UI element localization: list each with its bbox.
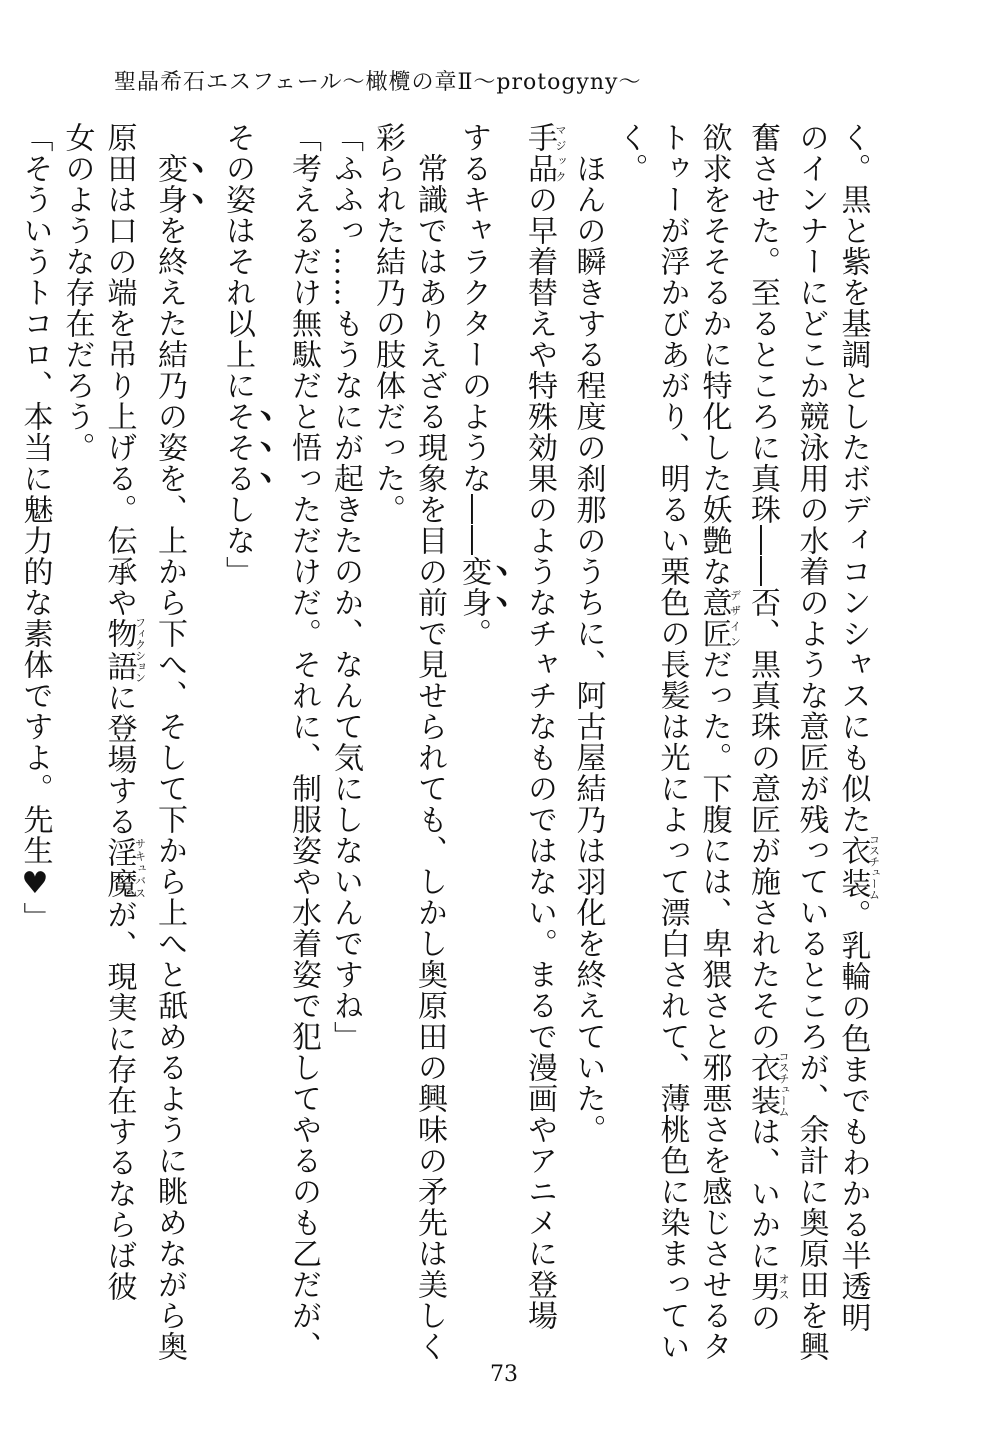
text-segment: に登場する — [101, 682, 137, 837]
emphasized-text: そそる — [220, 401, 255, 494]
text-segment: く。黒と紫を基調としたボディコンシャスにも似た — [835, 122, 871, 835]
text-line — [98, 122, 147, 1344]
text-segment: 彩られた結乃の肢体だった。 — [370, 122, 405, 525]
text-segment: 女のような存在だろう。 — [59, 122, 95, 463]
text-segment — [152, 122, 187, 153]
text-segment: 原田は口の端を吊り上げる。伝承や — [101, 122, 137, 618]
text-line — [790, 122, 832, 1362]
text-line — [651, 122, 693, 1362]
text-line — [567, 122, 609, 1344]
ruby-reading: フィクション — [133, 617, 147, 683]
ruby-reading: デザイン — [728, 587, 742, 649]
text-segment: を終えた結乃の姿を、上から下へ、そして下から上へと舐めるように眺めながら奥 — [152, 215, 187, 1362]
text-line — [450, 122, 518, 1344]
text-segment: 「そういうトコロ、本当に魅力的な素体ですよ。先生♥」 — [17, 122, 53, 933]
text-segment: の — [745, 1302, 780, 1333]
text-segment: するキャラクターのような―― — [456, 122, 491, 556]
ruby-word — [696, 587, 742, 649]
ruby-reading: オス — [777, 1271, 790, 1302]
text-line — [609, 122, 651, 1344]
emphasized-text: 変身 — [456, 556, 491, 618]
ruby-word — [745, 1051, 790, 1117]
ruby-base: 衣装 — [835, 834, 871, 900]
text-segment: の早着替えや特殊効果のようなチャチなものではない。まるで漫画やアニメに登場 — [522, 184, 557, 1331]
text-segment: だった。下腹には、卑猥さと邪悪さを感じさせるタ — [696, 649, 732, 1362]
ruby-reading: サキュバス — [133, 837, 147, 899]
ruby-base: 物語 — [101, 617, 137, 683]
ruby-reading: マジック — [554, 122, 567, 184]
text-segment: しな」 — [220, 494, 255, 587]
text-line — [282, 122, 324, 1362]
text-segment: 「考えるだけ無駄だと悟っただけだ。それに、制服姿や水着姿で犯してやるのも乙だが、 — [286, 122, 321, 1362]
text-segment: 欲求をそそるかに特化した妖艶な — [696, 122, 732, 587]
text-segment: トゥーが浮かびあがり、明るい栗色の長髪は光によって漂白されて、薄桃色に染まってい — [654, 122, 690, 1362]
text-segment: く。 — [612, 122, 648, 184]
ruby-reading: コスチューム — [777, 1051, 790, 1117]
text-line — [518, 122, 567, 1344]
ruby-word — [522, 122, 567, 184]
ruby-reading: コスチューム — [867, 834, 881, 900]
ruby-word — [101, 837, 147, 899]
running-header: 聖晶希石エスフェール～橄欖の章Ⅱ～protogyny～ — [114, 70, 642, 95]
ruby-base: 男 — [745, 1271, 780, 1302]
ruby-base: 衣装 — [745, 1051, 780, 1117]
text-line — [832, 122, 881, 1344]
text-segment: 常識ではありえざる現象を目の前で見せられても、しかし奥原田の興味の矛先は美しく — [412, 122, 447, 1362]
text-line — [366, 122, 408, 1344]
ruby-word — [745, 1271, 790, 1302]
ruby-base: 手品 — [522, 122, 557, 184]
text-segment: が、現実に存在するならば彼 — [101, 899, 137, 1302]
text-line — [14, 122, 56, 1344]
text-segment: 「ふふっ……もうなにが起きたのか、なんて気にしないんですね」 — [328, 122, 363, 1052]
text-line — [408, 122, 450, 1362]
text-line — [56, 122, 98, 1344]
ruby-word — [835, 834, 881, 900]
vertical-body-text — [17, 122, 881, 1362]
emphasized-text: 変身 — [152, 153, 187, 215]
page-number: 73 — [490, 1362, 518, 1387]
text-segment: 奮させた。至るところに真珠――否、黒真珠の意匠が施されたその — [745, 122, 780, 1052]
text-segment: ほんの瞬きする程度の刹那のうちに、阿古屋結乃は羽化を終えていた。 — [570, 122, 606, 1145]
ruby-word — [101, 617, 147, 683]
text-segment: は、いかに — [745, 1116, 780, 1271]
text-segment: 。 — [456, 618, 491, 649]
text-segment: 。乳輪の色までもわかる半透明 — [835, 899, 871, 1333]
text-line — [214, 122, 282, 1344]
text-line — [741, 122, 790, 1344]
text-line — [146, 122, 214, 1362]
text-segment: その姿はそれ以上に — [220, 122, 255, 401]
ruby-base: 淫魔 — [101, 837, 137, 899]
text-line — [693, 122, 742, 1362]
text-line — [324, 122, 366, 1344]
text-segment: のインナーにどこか競泳用の水着のような意匠が残っているところが、余計に奥原田を興 — [793, 122, 829, 1362]
ruby-base: 意匠 — [696, 587, 732, 649]
